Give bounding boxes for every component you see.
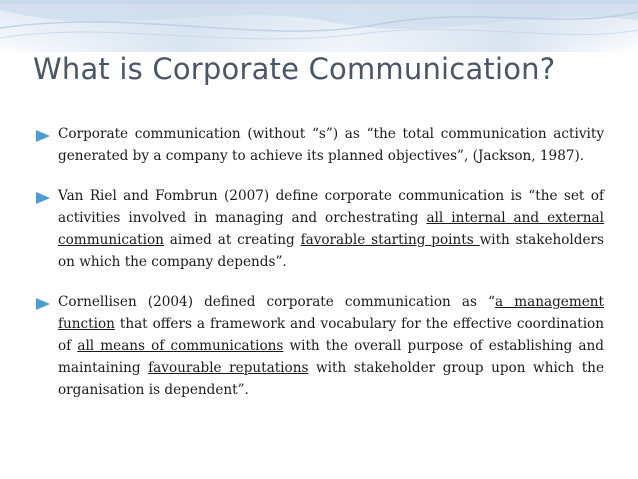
underlined-phrase: favorable starting points bbox=[300, 232, 480, 248]
text-run: with stakeholders on which the company depends”. bbox=[58, 232, 604, 270]
bullet-item bbox=[34, 123, 604, 167]
underlined-phrase: all means of communications bbox=[77, 338, 284, 354]
header-accent-bar bbox=[0, 0, 638, 4]
text-run: with the overall purpose of establishing and maintaining bbox=[58, 338, 604, 376]
header-decoration bbox=[0, 0, 638, 52]
slide-title: What is Corporate Communication? bbox=[33, 52, 556, 86]
bullet-item bbox=[34, 291, 604, 401]
bullet-item bbox=[34, 185, 604, 273]
bullet-text bbox=[58, 291, 604, 401]
bullet-arrow-icon bbox=[36, 298, 50, 310]
text-run: that offers a framework and vocabulary for the effective coordination of bbox=[58, 316, 604, 354]
bullet-list bbox=[34, 123, 604, 401]
text-run: aimed at creating bbox=[163, 232, 301, 248]
bullet-arrow-icon bbox=[36, 192, 50, 204]
bullet-arrow-icon bbox=[36, 130, 50, 142]
text-run: Corporate communication (without “s”) as “the total communication activity generated by a company to achieve its planned objectives”, (Jackson, 1987). bbox=[58, 126, 604, 164]
underlined-phrase: favourable reputations bbox=[148, 360, 309, 376]
text-run: Van Riel and Fombrun (2007) define corporate communication is “the set of activities involved in managing and orchestrating bbox=[58, 188, 604, 226]
underlined-phrase: a management function bbox=[58, 294, 604, 332]
bullet-text bbox=[58, 185, 604, 273]
text-run: with stakeholder group upon which the organisation is dependent”. bbox=[58, 360, 604, 398]
text-run: Cornellisen (2004) defined corporate communication as “ bbox=[58, 294, 496, 310]
underlined-phrase: all internal and external communication bbox=[58, 210, 604, 248]
bullet-text bbox=[58, 123, 604, 167]
wave-decoration bbox=[0, 0, 638, 52]
